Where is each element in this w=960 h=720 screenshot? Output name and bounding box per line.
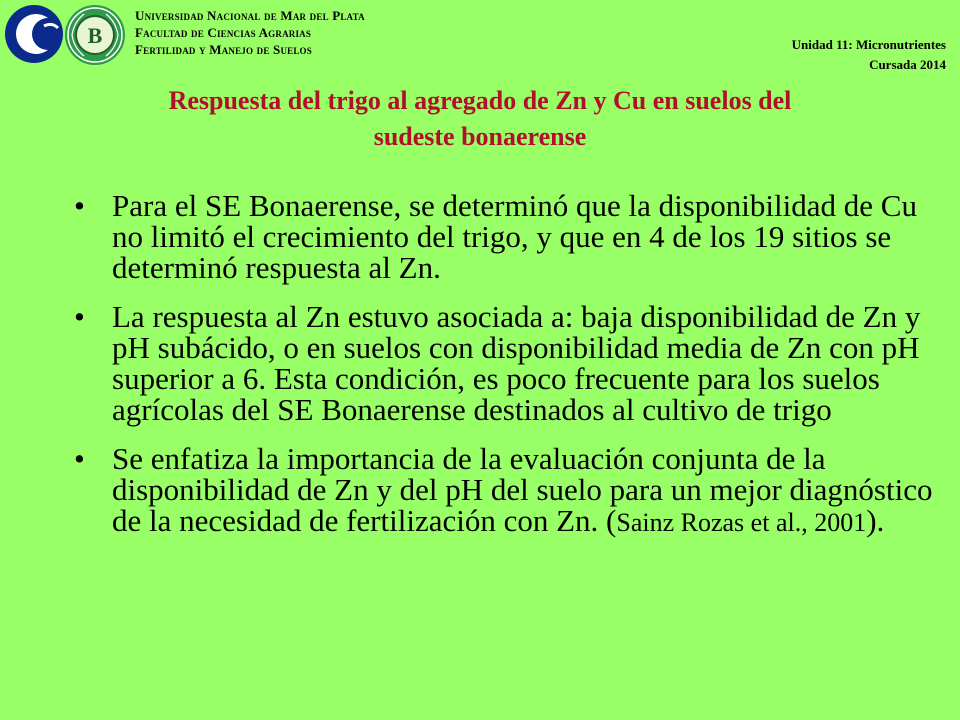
bullet-dot: • [74, 299, 85, 334]
seal-letter: B [87, 23, 103, 48]
bullet-text: La respuesta al Zn estuvo asociada a: baja disponibilidad de Zn y pH subácido, o en suelos con disponibilidad media de Zn con pH superior a 6. Esta condición, es poco frecuente para los suelos agrícolas del SE Bonaerense destinados al cultivo de trigo [112, 299, 921, 427]
unit-info [792, 35, 946, 75]
unit-label: Unidad 11: Micronutrientes [791, 37, 946, 52]
title-line-1: Respuesta del trigo al agregado de Zn y Cu en suelos del [168, 86, 792, 115]
faculty-seal-logo [64, 4, 126, 66]
citation: Sainz Rozas et al., 2001 [616, 508, 867, 537]
bullet-item [70, 443, 940, 538]
bullet-dot: • [74, 188, 85, 223]
university-name: Universidad Nacional de Mar del Plata [135, 8, 365, 23]
bullet-list [70, 190, 940, 556]
bullet-closing: ). [866, 503, 885, 538]
bullet-text: Se enfatiza la importancia de la evaluación conjunta de la disponibilidad de Zn y del pH del suelo para un mejor diagnóstico de la necesidad de fertilización con Zn. ( [112, 441, 933, 538]
bullet-item [70, 301, 940, 425]
institution-header [135, 7, 365, 58]
title-line-2: sudeste bonaerense [373, 122, 587, 151]
faculty-name: Facultad de Ciencias Agrarias [135, 25, 312, 40]
course-label: Cursada 2014 [869, 57, 946, 72]
university-logo [4, 4, 64, 64]
bullet-dot: • [74, 441, 85, 476]
slide-title [60, 83, 900, 155]
bullet-item [70, 190, 940, 283]
bullet-text: Para el SE Bonaerense, se determinó que la disponibilidad de Cu no limitó el crecimiento del trigo, y que en 4 de los 19 sitios se determinó respuesta al Zn. [112, 188, 917, 285]
department-name: Fertilidad y Manejo de Suelos [135, 42, 312, 57]
